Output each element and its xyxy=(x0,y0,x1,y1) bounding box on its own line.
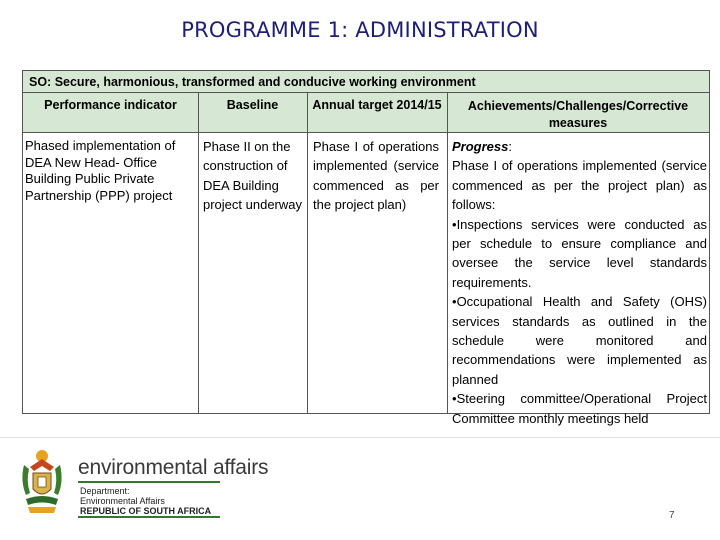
progress-heading: Progress: xyxy=(452,139,512,154)
footer-divider xyxy=(0,437,720,438)
page-number: 7 xyxy=(669,510,675,521)
header-achievements: Achievements/Challenges/Corrective measures xyxy=(447,93,709,133)
header-annual-target: Annual target 2014/15 xyxy=(307,93,447,133)
coat-of-arms-icon xyxy=(16,447,68,519)
department-details xyxy=(80,486,211,516)
dept-label: Department: xyxy=(80,486,130,496)
header-performance-indicator: Performance indicator xyxy=(23,93,198,133)
achievement-bullet: • Inspections services were conducted as per schedule to ensure compliance and oversee the service level standards requirements. xyxy=(452,215,707,293)
logo-rule xyxy=(78,516,220,518)
country-name: REPUBLIC OF SOUTH AFRICA xyxy=(80,506,212,516)
dept-name: Environmental Affairs xyxy=(80,496,165,506)
cell-baseline: Phase II on the construction of DEA Building project underway xyxy=(203,139,302,213)
performance-table xyxy=(22,70,710,426)
progress-intro: Phase I of operations implemented (service commenced as per the project plan) as follows: xyxy=(452,158,707,213)
cell-annual-target: Phase I of operations implemented (service commenced as per the project plan) xyxy=(313,139,439,213)
cell-indicator: Phased implementation of DEA New Head- Office Building Public Private Partnership (PPP) project xyxy=(25,138,176,203)
org-name: environmental affairs xyxy=(78,456,269,479)
cell-achievements xyxy=(447,133,709,426)
page-title: PROGRAMME 1: ADMINISTRATION xyxy=(181,18,539,42)
department-logo xyxy=(78,457,268,479)
achievement-bullet: • Steering committee/Operational Project Committee monthly meetings held xyxy=(452,389,707,428)
achievement-bullet: • Occupational Health and Safety (OHS) services standards as outlined in the schedule were monitored and recommendations were implemented as planned xyxy=(452,292,707,389)
header-baseline: Baseline xyxy=(198,93,307,133)
strategic-objective-row: SO: Secure, harmonious, transformed and conducive working environment xyxy=(23,71,709,93)
progress-label: Progress xyxy=(452,139,509,154)
logo-rule xyxy=(78,481,220,483)
